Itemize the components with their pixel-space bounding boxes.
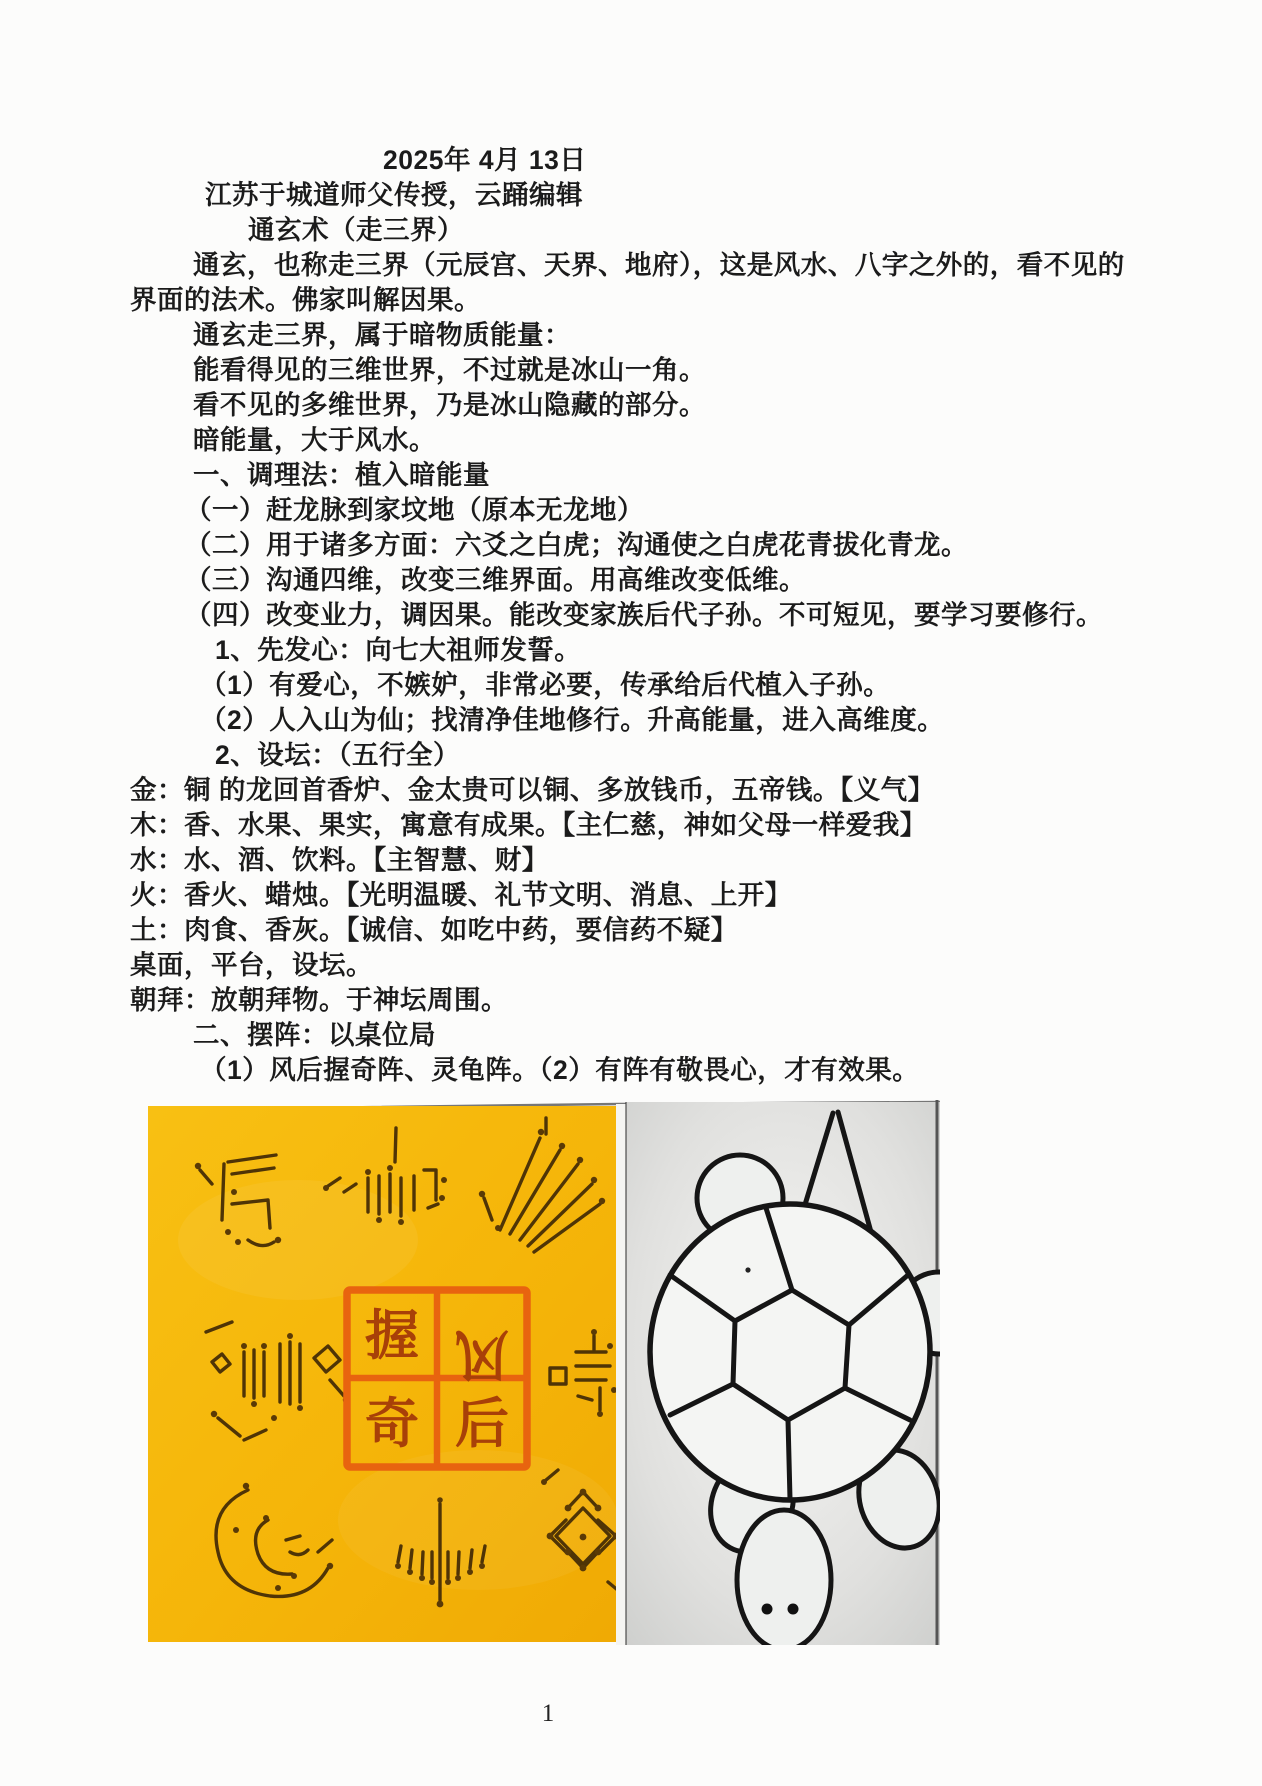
fenghou-woqi-cloth [148, 1106, 625, 1642]
doc-line: （二）用于诸多方面：六爻之白虎；沟通使之白虎花青拔化青龙。 [185, 530, 968, 560]
lingui-turtle-panel [626, 1100, 940, 1645]
doc-line: 2、设坛：（五行全） [215, 740, 460, 770]
doc-line-water: 水：水、酒、饮料。【主智慧、财】 [130, 845, 549, 875]
doc-line-metal: 金：铜 的龙回首香炉、金太贵可以铜、多放钱币，五帝钱。【义气】 [130, 775, 935, 805]
doc-line-section-2: 二、摆阵：以桌位局 [193, 1020, 436, 1050]
doc-line-fire: 火：香火、蜡烛。【光明温暖、礼节文明、消息、上开】 [130, 880, 792, 910]
grid-char-wo: 握 [365, 1306, 419, 1366]
doc-line: 1、先发心：向七大祖师发誓。 [215, 635, 582, 665]
doc-line-date: 2025年 4月 13日 [383, 145, 587, 175]
turtle-head [737, 1510, 831, 1645]
ritual-figure-svg [148, 1100, 940, 1645]
doc-line: 能看得见的三维世界，不过就是冰山一角。 [193, 355, 706, 385]
doc-line: 界面的法术。佛家叫解因果。 [130, 285, 481, 315]
doc-line-author: 江苏于城道师父传授，云踊编辑 [205, 180, 583, 210]
doc-line-section-1: 一、调理法：植入暗能量 [193, 460, 490, 490]
page-number: 1 [541, 1700, 555, 1727]
doc-line: （四）改变业力，调因果。能改变家族后代子孙。不可短见，要学习要修行。 [185, 600, 1103, 630]
doc-line-title: 通玄术（走三界） [248, 215, 464, 245]
doc-line: 桌面，平台，设坛。 [130, 950, 373, 980]
doc-line: 通玄，也称走三界（元辰宫、天界、地府），这是风水、八字之外的，看不见的 [193, 250, 1125, 280]
doc-line: （1）风后握奇阵、灵龟阵。（2）有阵有敬畏心，才有效果。 [200, 1055, 920, 1085]
turtle-eye-right [788, 1604, 799, 1615]
doc-line-wood: 木：香、水果、果实，寓意有成果。【主仁慈，神如父母一样爱我】 [130, 810, 927, 840]
doc-line: 看不见的多维世界，乃是冰山隐藏的部分。 [193, 390, 706, 420]
ritual-figure [148, 1100, 940, 1645]
doc-line: （2）人入山为仙；找清净佳地修行。升高能量，进入高维度。 [200, 705, 945, 735]
document-body [130, 143, 1160, 1088]
panel-gap [616, 1104, 626, 1645]
doc-line: 朝拜：放朝拜物。于神坛周围。 [130, 985, 508, 1015]
grid-char-feng-inverted: 风 [455, 1324, 509, 1384]
doc-line-earth: 土：肉食、香灰。【诚信、如吃中药，要信药不疑】 [130, 915, 738, 945]
grid-char-qi: 奇 [365, 1394, 419, 1454]
doc-line: （一）赶龙脉到家坟地（原本无龙地） [185, 495, 644, 525]
turtle-eye-left [762, 1604, 773, 1615]
grid-char-hou: 后 [455, 1394, 509, 1454]
doc-line: （三）沟通四维，改变三维界面。用高维改变低维。 [185, 565, 806, 595]
doc-line: 暗能量，大于风水。 [193, 425, 436, 455]
doc-line: （1）有爱心，不嫉妒，非常必要，传承给后代植入子孙。 [200, 670, 891, 700]
doc-line: 通玄走三界，属于暗物质能量： [193, 320, 571, 350]
